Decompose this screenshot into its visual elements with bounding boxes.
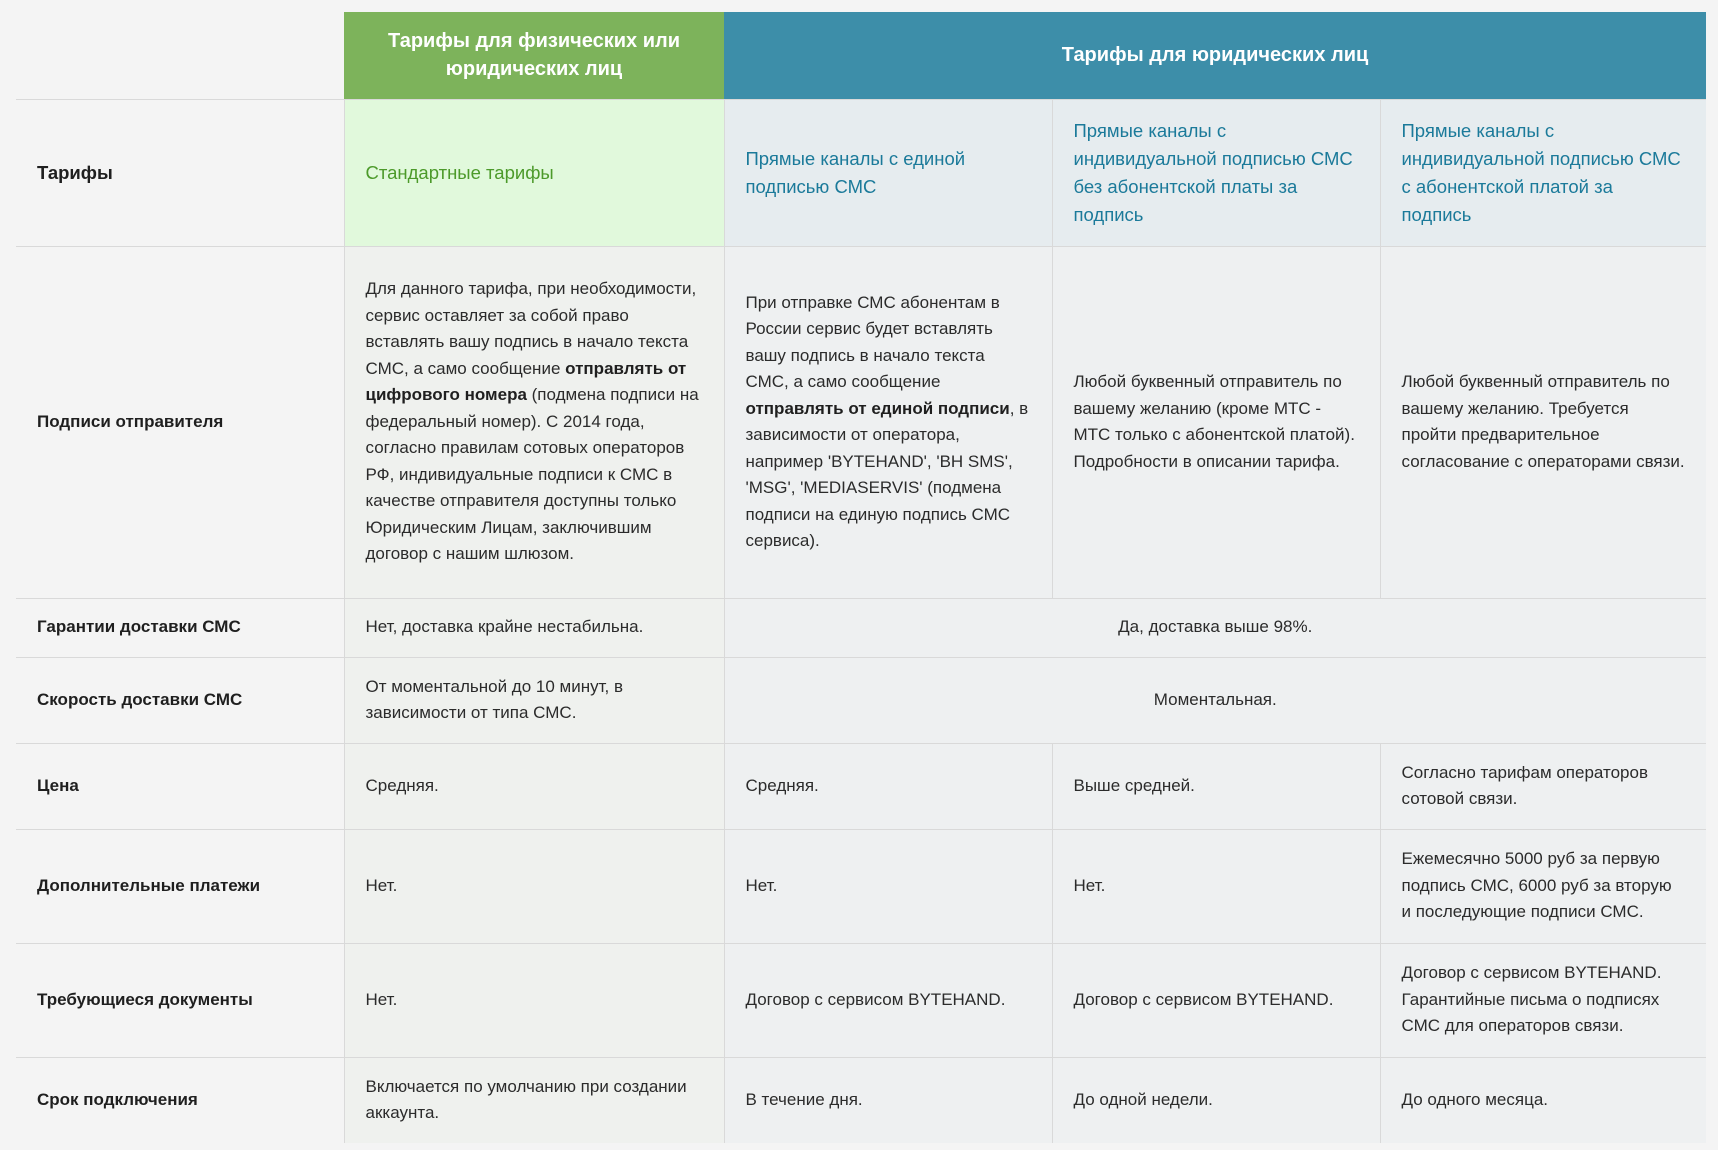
docs-individual-free: Договор с сервисом BYTEHAND. <box>1052 943 1380 1057</box>
docs-individual-paid: Договор с сервисом BYTEHAND. Гарантийные письма о подписях СМС для операторов связи. <box>1380 943 1706 1057</box>
extra-direct-single: Нет. <box>724 829 1052 943</box>
term-individual-free: До одной недели. <box>1052 1057 1380 1143</box>
tariff-direct-individual-paid: Прямые каналы с индивидуальной подписью СМС с абонентской платой за подпись <box>1380 99 1706 246</box>
sender-standard-text-1: Для данного тарифа, при необходимости, сервис оставляет за собой право вставлять вашу подпись в начало текста СМС, а само сообщение <box>365 279 697 378</box>
tariff-direct-individual-free: Прямые каналы с индивидуальной подписью СМС без абонентской платы за подпись <box>1052 99 1380 246</box>
sender-single-bold: отправлять от единой подписи <box>745 398 1010 418</box>
row-label-speed: Скорость доставки СМС <box>16 657 344 743</box>
header-legal: Тарифы для юридических лиц <box>724 12 1706 99</box>
row-label-extra: Дополнительные платежи <box>16 829 344 943</box>
price-row <box>16 743 1706 829</box>
row-label-term: Срок подключения <box>16 1057 344 1143</box>
tariff-direct-single: Прямые каналы с единой подписью СМС <box>724 99 1052 246</box>
sender-individual-free: Любой буквенный отправитель по вашему желанию (кроме МТС - МТС только с абонентской платой). Подробности в описании тарифа. <box>1052 246 1380 598</box>
sender-standard <box>344 246 724 598</box>
extra-standard: Нет. <box>344 829 724 943</box>
guarantee-corporate: Да, доставка выше 98%. <box>724 598 1706 657</box>
speed-row <box>16 657 1706 743</box>
header-row <box>16 12 1706 99</box>
guarantee-row <box>16 598 1706 657</box>
tariff-standard: Стандартные тарифы <box>344 99 724 246</box>
extra-individual-free: Нет. <box>1052 829 1380 943</box>
guarantee-standard: Нет, доставка крайне нестабильна. <box>344 598 724 657</box>
sender-individual-paid: Любой буквенный отправитель по вашему желанию. Требуется пройти предварительное согласование с операторами связи. <box>1380 246 1706 598</box>
price-direct-single: Средняя. <box>724 743 1052 829</box>
row-label-sender: Подписи отправителя <box>16 246 344 598</box>
extra-individual-paid: Ежемесячно 5000 руб за первую подпись СМС, 6000 руб за вторую и последующие подписи СМС. <box>1380 829 1706 943</box>
extra-payments-row <box>16 829 1706 943</box>
sender-standard-bold: отправлять от цифрового номера <box>365 358 687 405</box>
term-individual-paid: До одного месяца. <box>1380 1057 1706 1143</box>
tariff-comparison <box>16 12 1706 1143</box>
tariff-names-row <box>16 99 1706 246</box>
sender-single-text-1: При отправке СМС абонентам в России сервис будет вставлять вашу подпись в начало текста СМС, а само сообщение <box>745 292 1000 391</box>
header-individual: Тарифы для физических или юридических лиц <box>344 12 724 99</box>
sender-row <box>16 246 1706 598</box>
header-corner <box>16 12 344 99</box>
price-individual-paid: Согласно тарифам операторов сотовой связи. <box>1380 743 1706 829</box>
term-row <box>16 1057 1706 1143</box>
row-label-price: Цена <box>16 743 344 829</box>
sender-single-text-2: , в зависимости от оператора, например 'BYTEHAND', 'BH SMS', 'MSG', 'MEDIASERVIS' (подмена подписи на единую подпись СМС сервиса). <box>745 398 1029 550</box>
docs-standard: Нет. <box>344 943 724 1057</box>
price-standard: Средняя. <box>344 743 724 829</box>
sender-standard-text-2: (подмена подписи на федеральный номер). С 2014 года, согласно правилам сотовых операторов РФ, индивидуальные подписи к СМС в качестве отправителя доступны только Юридическим Лицам, заключившим договор с нашим шлюзом. <box>365 385 699 564</box>
sender-direct-single <box>724 246 1052 598</box>
price-individual-free: Выше средней. <box>1052 743 1380 829</box>
speed-corporate: Моментальная. <box>724 657 1706 743</box>
documents-row <box>16 943 1706 1057</box>
row-label-tariffs: Тарифы <box>16 99 344 246</box>
docs-direct-single: Договор с сервисом BYTEHAND. <box>724 943 1052 1057</box>
speed-standard: От моментальной до 10 минут, в зависимости от типа СМС. <box>344 657 724 743</box>
row-label-guarantee: Гарантии доставки СМС <box>16 598 344 657</box>
term-direct-single: В течение дня. <box>724 1057 1052 1143</box>
tariff-table <box>16 12 1706 1143</box>
term-standard: Включается по умолчанию при создании аккаунта. <box>344 1057 724 1143</box>
row-label-docs: Требующиеся документы <box>16 943 344 1057</box>
